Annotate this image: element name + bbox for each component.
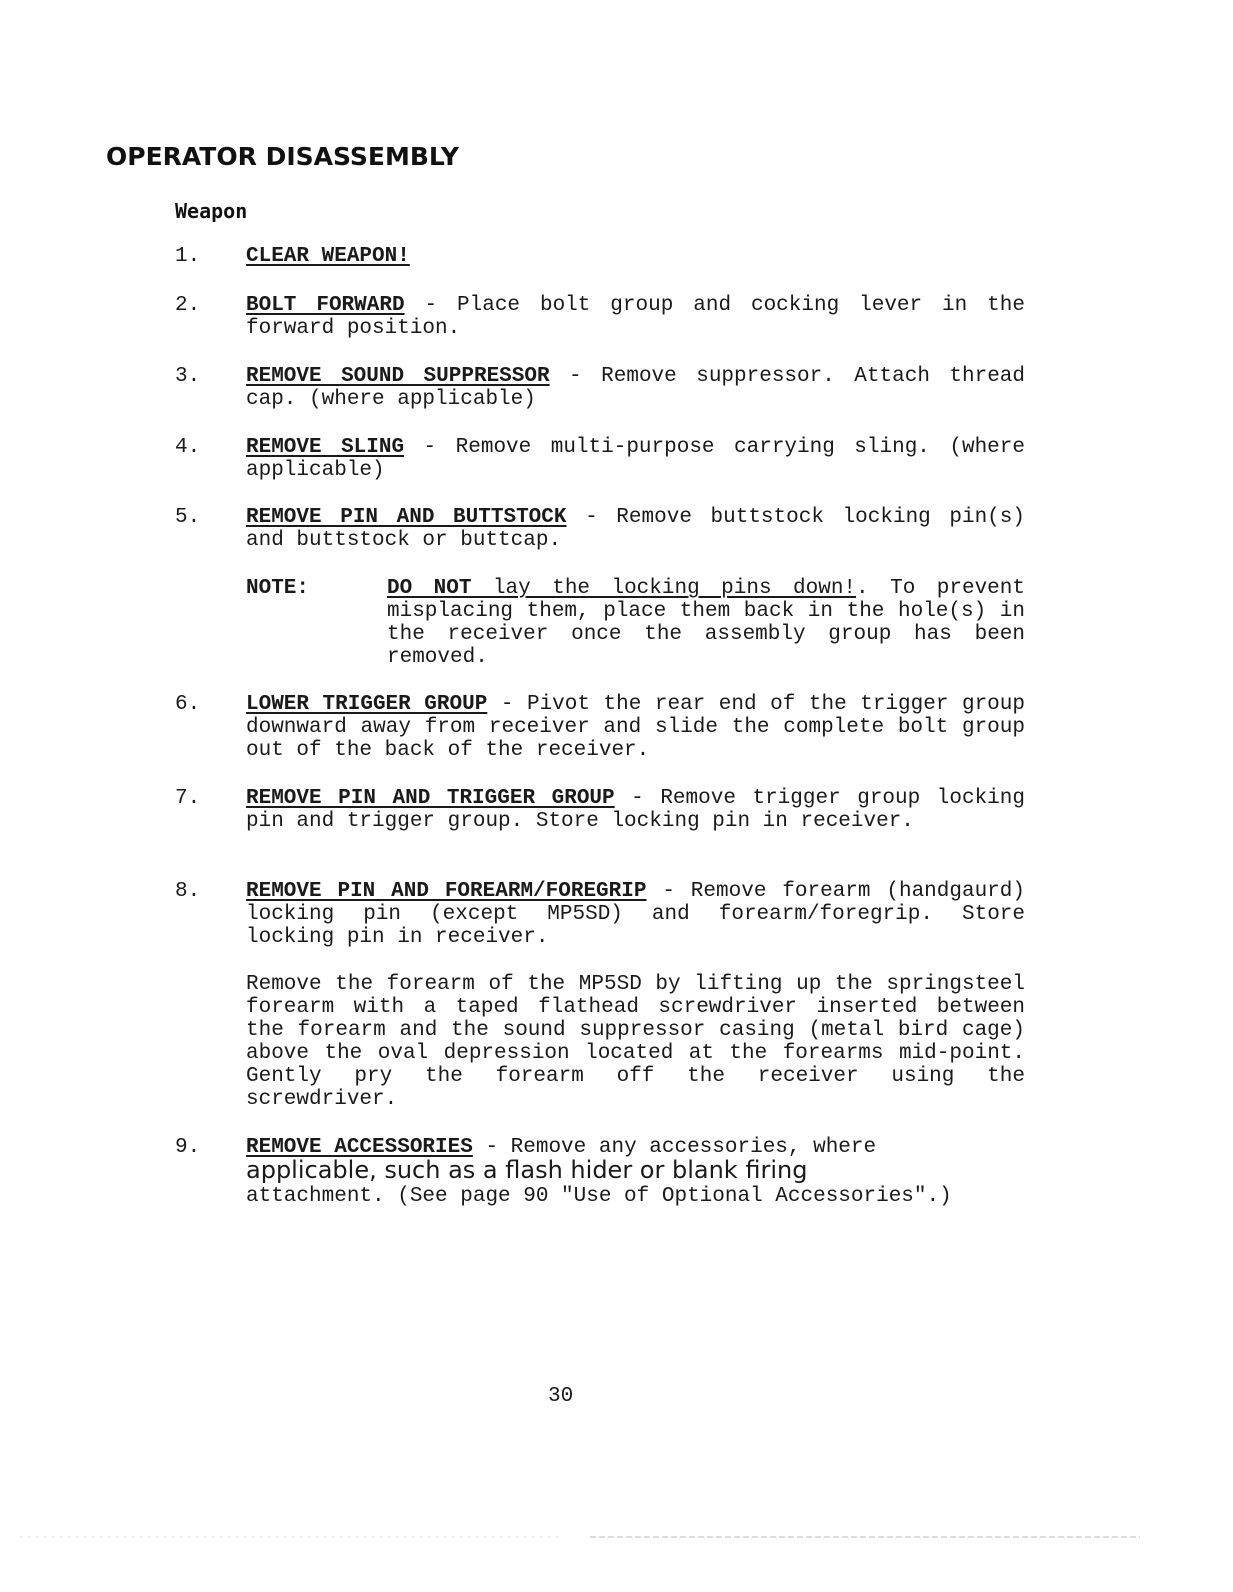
item-heading: REMOVE SLING xyxy=(246,436,405,459)
item-number: 9. xyxy=(175,1136,201,1159)
note-emphasis-bold: DO NOT xyxy=(387,577,472,600)
item-body xyxy=(246,693,1025,762)
item-heading: CLEAR WEAPON! xyxy=(246,245,410,268)
item-body xyxy=(246,880,1025,949)
item-body xyxy=(246,365,1025,411)
item-text: - Remove any accessories, where xyxy=(472,1136,877,1159)
item-heading: REMOVE PIN AND TRIGGER GROUP xyxy=(246,787,615,810)
note-body xyxy=(387,577,1025,669)
item-number: 7. xyxy=(175,787,201,810)
item-heading: REMOVE ACCESSORIES xyxy=(246,1136,473,1159)
item-body xyxy=(246,787,1025,833)
section-subheading: Weapon xyxy=(175,199,248,223)
item-number: 4. xyxy=(175,436,201,459)
item-number: 6. xyxy=(175,693,201,716)
item-text: - Place bolt group and cocking lever in the forward position. xyxy=(246,294,1025,340)
item-heading: REMOVE SOUND SUPPRESSOR xyxy=(246,365,550,388)
item-heading: REMOVE PIN AND FOREARM/FOREGRIP xyxy=(246,880,647,903)
item-body xyxy=(246,506,1025,552)
item-text: - Remove suppressor. Attach thread cap. (where applicable) xyxy=(246,365,1025,411)
note-emphasis xyxy=(387,577,856,600)
item-heading: REMOVE PIN AND BUTTSTOCK xyxy=(246,506,567,529)
item-text: - Remove trigger group locking pin and trigger group. Store locking pin in receiver. xyxy=(246,787,1025,833)
item-body xyxy=(246,245,1025,268)
item-number: 1. xyxy=(175,245,201,268)
item-number: 2. xyxy=(175,294,201,317)
mp5sd-paragraph: Remove the forearm of the MP5SD by lifting up the springsteel forearm with a taped flathead screwdriver inserted between the forearm and the sound suppressor casing (metal bird cage) above the oval depression located at the forearms mid-point. Gently pry the forearm off the receiver using the screwdriver. xyxy=(246,973,1025,1111)
item-number: 8. xyxy=(175,880,201,903)
item-heading: LOWER TRIGGER GROUP xyxy=(246,693,488,716)
note-emphasis-rest: lay the locking pins down! xyxy=(471,577,857,600)
item-heading: BOLT FORWARD xyxy=(246,294,405,317)
item-text: - Pivot the rear end of the trigger group downward away from receiver and slide the complete bolt group out of the back of the receiver. xyxy=(246,693,1025,762)
item-text-large: applicable, such as a flash hider or blank firing xyxy=(246,1156,808,1184)
page-number: 30 xyxy=(548,1385,574,1408)
item-text-end: attachment. (See page 90 "Use of Optional Accessories".) xyxy=(246,1185,952,1208)
item-number: 5. xyxy=(175,506,201,529)
note-text: . To prevent misplacing them, place them back in the hole(s) in the receiver once the assembly group has been removed. xyxy=(387,577,1025,669)
page-title: OPERATOR DISASSEMBLY xyxy=(106,142,460,171)
item-text: - Remove multi-purpose carrying sling. (where applicable) xyxy=(246,436,1025,482)
item-body xyxy=(246,294,1025,340)
item-number: 3. xyxy=(175,365,201,388)
item-text: - Remove forearm (handgaurd) locking pin (except MP5SD) and forearm/foregrip. Store locking pin in receiver. xyxy=(246,880,1025,949)
item-text: - Remove buttstock locking pin(s) and buttstock or buttcap. xyxy=(246,506,1025,552)
scan-artifact-line xyxy=(0,1536,1233,1538)
item-body xyxy=(246,1136,1025,1208)
item-body xyxy=(246,436,1025,482)
note-label: NOTE: xyxy=(246,577,310,600)
